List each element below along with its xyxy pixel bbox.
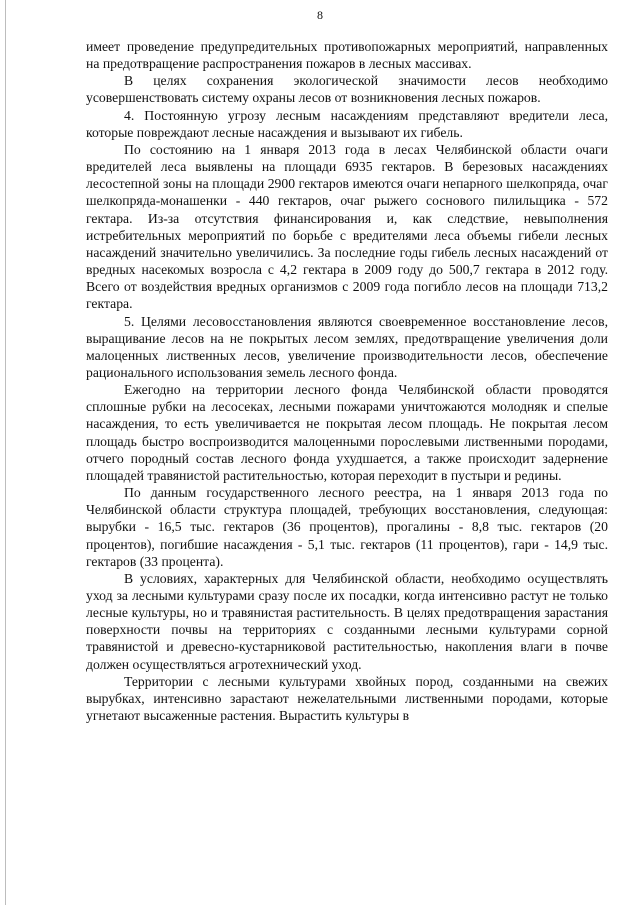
paragraph-pest-statistics: По состоянию на 1 января 2013 года в лесах Челябинской области очаги вредителей леса выявлены на площади 6935 гектаров. В березовых насаждениях лесостепной зоны на площади 2900 гектаров имеются очаги непарного шелкопряда, очаг шелкопряда-монашенки - 440 гектаров, очаг рыжего соснового пилильщика - 572 гектара. Из-за отсутствия финансирования и, как следствие, невыполнения истребительных мероприятий по борьбе с вредителями леса объемы гибели лесных насаждений значительно увеличились. За последние годы гибель лесных насаждений от вредных насекомых возросла с 4,2 гектара в 2009 году до 500,7 гектара в 2012 году. Всего от воздействия вредных организмов с 2009 года погибло лесов на площади 713,2 гектара. xyxy=(86,141,608,312)
paragraph-plantation-care: В условиях, характерных для Челябинской области, необходимо осуществлять уход за лесными культурами сразу после их посадки, когда интенсивно растут не только лесные культуры, но и травянистая растительность. В целях предотвращения зарастания поверхности почвы на территориях с созданными лесными культурами сорной травянистой и древесно-кустарниковой растительностью, накопления влаги в почве должен осуществляться агротехнический уход. xyxy=(86,570,608,672)
paragraph-continuation: имеет проведение предупредительных противопожарных мероприятий, направленных на предотвращение распространения пожаров в лесных массивах. xyxy=(86,39,608,72)
paragraph-forest-pests: 4. Постоянную угрозу лесным насаждениям представляют вредители леса, которые повреждают лесные насаждения и вызывают их гибель. xyxy=(86,107,608,140)
scan-edge-line xyxy=(5,0,6,905)
paragraph-annual-clearcuts: Ежегодно на территории лесного фонда Челябинской области проводятся сплошные рубки на лесосеках, лесными пожарами уничтожаются молодняк и спелые насаждения, то есть увеличивается не покрытая лесом площадь. Не покрытая лесом площадь быстро воспроизводится малоценными порослевыми лиственными породами, отчего породный состав лесного фонда ухудшается, а также происходит задернение площадей травянистой растительностью, которая переходит в пустыри и редины. xyxy=(86,382,608,483)
paragraph-reforestation-goals: 5. Целями лесовосстановления являются своевременное восстановление лесов, выращивание лесов на не покрытых лесом землях, предотвращение увеличения доли малоценных лиственных лесов, увеличение производительности лесов, обеспечение рационального использования земель лесного фонда. xyxy=(86,313,608,380)
document-body xyxy=(86,38,608,724)
page-number: 8 xyxy=(317,8,323,22)
paragraph-conifer-plantations: Территории с лесными культурами хвойных пород, созданными на свежих вырубках, интенсивно зарастают нежелательными лиственными породами, которые угнетают высаженные растения. Вырастить культуры в xyxy=(86,673,608,724)
paragraph-fire-protection: В целях сохранения экологической значимости лесов необходимо усовершенствовать систему охраны лесов от возникновения лесных пожаров. xyxy=(86,73,608,106)
paragraph-forest-registry: По данным государственного лесного реестра, на 1 января 2013 года по Челябинской области структура площадей, требующих восстановления, следующая: вырубки - 16,5 тыс. гектаров (36 процентов), прогалины - 8,8 тыс. гектаров (20 процентов), погибшие насаждения - 5,1 тыс. гектаров (11 процентов), гари - 14,9 тыс. гектаров (33 процента). xyxy=(86,485,608,569)
